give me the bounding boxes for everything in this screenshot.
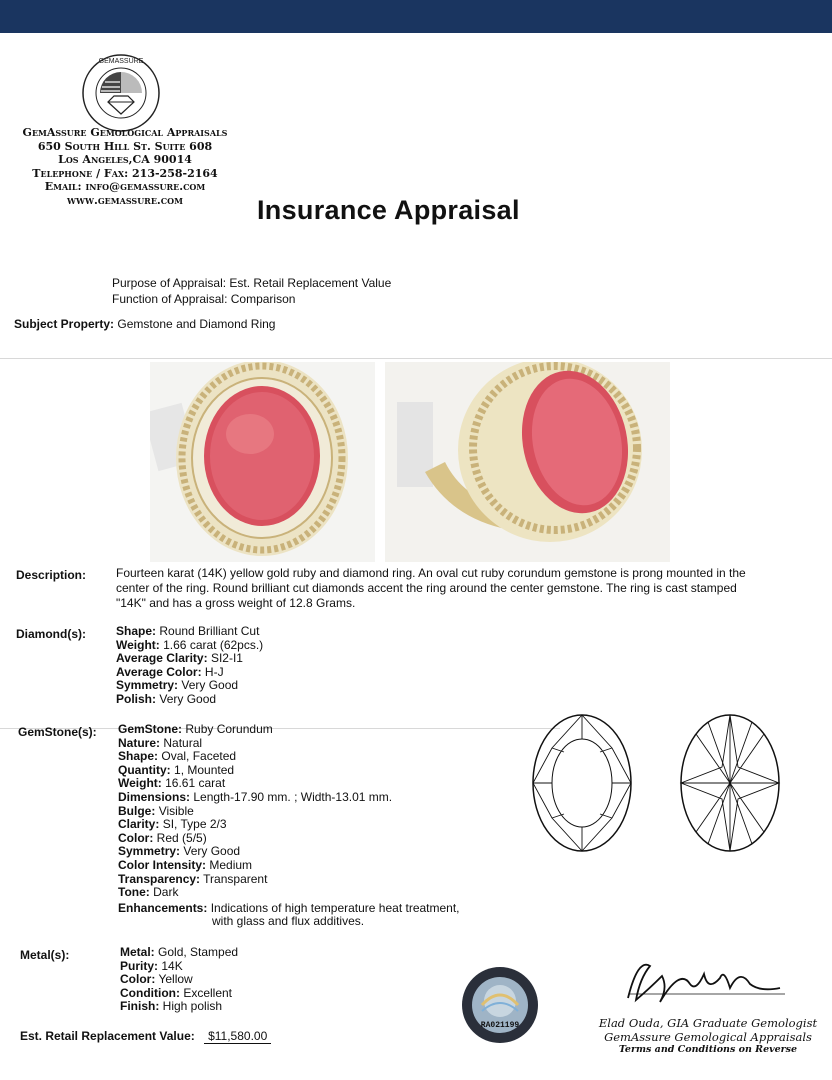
gemstone-row: Nature: Natural bbox=[118, 735, 203, 750]
gemstone-details bbox=[118, 723, 460, 929]
subject-property bbox=[14, 317, 275, 331]
metal-row: Metal: Gold, Stamped bbox=[120, 945, 239, 959]
diamond-row: Average Clarity: SI2-I1 bbox=[116, 651, 243, 666]
appraiser-company: GemAssure Gemological Appraisals bbox=[604, 1030, 812, 1044]
company-address-block bbox=[10, 126, 240, 207]
diamond-row: Average Color: H-J bbox=[116, 664, 224, 679]
company-name: GemAssure Gemological Appraisals bbox=[22, 126, 228, 139]
gemstone-row: Tone: Dark bbox=[118, 885, 179, 900]
document-title: Insurance Appraisal bbox=[257, 195, 520, 225]
gemstone-row: Dimensions: Length-17.90 mm. ; Width-13.01 mm. bbox=[118, 789, 393, 804]
value-amount: $11,580.00 bbox=[204, 1029, 271, 1044]
metal-row: Finish: High polish bbox=[120, 999, 223, 1014]
fold-line bbox=[0, 358, 832, 359]
gemstone-row: Color Intensity: Medium bbox=[118, 857, 253, 872]
diamond-row: Symmetry: Very Good bbox=[116, 678, 239, 693]
gemassure-logo bbox=[80, 52, 162, 134]
svg-text:GEMASSURE: GEMASSURE bbox=[98, 58, 144, 65]
terms-note: Terms and Conditions on Reverse bbox=[618, 1044, 798, 1055]
description-label: Description: bbox=[16, 568, 87, 582]
diamond-row: Weight: 1.66 carat (62pcs.) bbox=[116, 637, 264, 652]
metals-label: Metal(s): bbox=[20, 948, 70, 962]
value-label: Est. Retail Replacement Value: bbox=[20, 1029, 195, 1043]
gemstones-label: GemStone(s): bbox=[18, 725, 97, 739]
phone-line: Telephone / Fax: 213-258-2164 bbox=[32, 166, 218, 180]
top-edge-bar bbox=[0, 0, 832, 33]
gemstone-row: Transparency: Transparent bbox=[118, 871, 268, 886]
gemstone-row: Weight: 16.61 carat bbox=[118, 776, 226, 791]
diamonds-label: Diamond(s): bbox=[16, 627, 86, 641]
purpose-line: Purpose of Appraisal: Est. Retail Replacement Value bbox=[112, 276, 392, 290]
ring-photo-side bbox=[385, 362, 670, 562]
hologram-seal bbox=[460, 965, 540, 1045]
metal-details bbox=[120, 946, 238, 1014]
diamond-details bbox=[116, 625, 263, 707]
signature-image bbox=[620, 948, 790, 1017]
function-line: Function of Appraisal: Comparison bbox=[112, 292, 296, 306]
gemstone-row: Clarity: SI, Type 2/3 bbox=[118, 817, 227, 832]
subject-label: Subject Property: bbox=[14, 317, 115, 331]
metal-row: Condition: Excellent bbox=[120, 985, 233, 1000]
subject-value: Gemstone and Diamond Ring bbox=[117, 317, 276, 331]
diamond-row: Shape: Round Brilliant Cut bbox=[116, 624, 260, 638]
enhancements-row: Enhancements: Indications of high temperature heat treatment, bbox=[118, 900, 460, 915]
website-line: www.gemassure.com bbox=[67, 193, 183, 207]
enhancements-row-cont: with glass and flux additives. bbox=[212, 914, 365, 929]
gemstone-row: GemStone: Ruby Corundum bbox=[118, 722, 273, 736]
oval-crown-diagram bbox=[530, 712, 634, 859]
diamond-row: Polish: Very Good bbox=[116, 691, 217, 706]
gemstone-row: Color: Red (5/5) bbox=[118, 830, 207, 845]
oval-pavilion-diagram bbox=[678, 712, 782, 859]
replacement-value bbox=[20, 1029, 271, 1044]
appraiser-name: Elad Ouda, GIA Graduate Gemologist bbox=[598, 1016, 818, 1030]
gemstone-row: Symmetry: Very Good bbox=[118, 844, 241, 859]
purpose-block bbox=[112, 275, 391, 307]
seal-code: RA021199 bbox=[480, 1021, 520, 1030]
signature-block bbox=[598, 1016, 818, 1055]
gemstone-row: Quantity: 1, Mounted bbox=[118, 762, 235, 777]
email-line: Email: info@gemassure.com bbox=[44, 180, 206, 193]
metal-row: Purity: 14K bbox=[120, 958, 183, 973]
ring-photo-front bbox=[150, 362, 375, 562]
address-line-2: Los Angeles,CA 90014 bbox=[58, 153, 192, 166]
gemstone-row: Bulge: Visible bbox=[118, 803, 194, 818]
metal-row: Color: Yellow bbox=[120, 972, 193, 987]
gemstone-row: Shape: Oval, Faceted bbox=[118, 749, 237, 764]
description-text: Fourteen karat (14K) yellow gold ruby and diamond ring. An oval cut ruby corundum gemstone is prong mounted in the center of the ring. Round brilliant cut diamonds accent the ring around the center gemstone. The ring is cast stamped "14K" and has a gross weight of 12.8 Grams. bbox=[116, 566, 746, 610]
address-line-1: 650 South Hill St. Suite 608 bbox=[37, 139, 213, 153]
